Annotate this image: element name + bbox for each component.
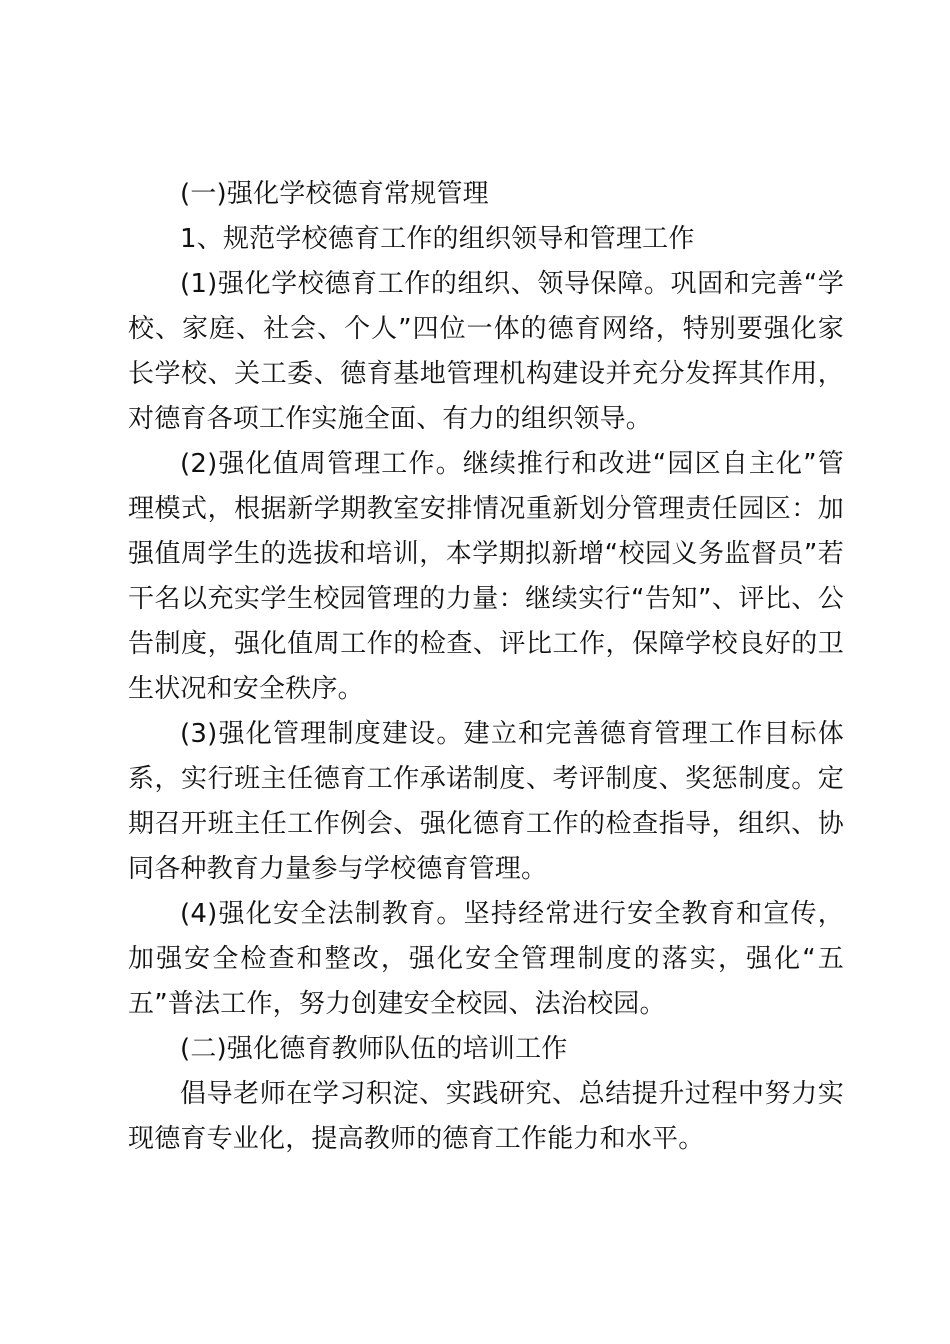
document-body: [128, 172, 844, 1162]
paragraph-safety-legal-education: (4)强化安全法制教育。坚持经常进行安全教育和宣传，加强安全检查和整改，强化安全管理制度的落实，强化“五五”普法工作，努力创建安全校园、法治校园。: [128, 899, 844, 1019]
section-heading-2: (二)强化德育教师队伍的培训工作: [180, 1034, 568, 1064]
paragraph-management-system: (3)强化管理制度建设。建立和完善德育管理工作目标体系，实行班主任德育工作承诺制度、考评制度、奖惩制度。定期召开班主任工作例会、强化德育工作的检查指导，组织、协同各种教育力量参与学校德育管理。: [128, 719, 844, 884]
subsection-heading-1: 1、规范学校德育工作的组织领导和管理工作: [180, 224, 695, 254]
paragraph-teacher-training: 倡导老师在学习积淀、实践研究、总结提升过程中努力实现德育专业化，提高教师的德育工作能力和水平。: [128, 1079, 844, 1154]
paragraph-organization-leadership: (1)强化学校德育工作的组织、领导保障。巩固和完善“学校、家庭、社会、个人”四位一体的德育网络，特别要强化家长学校、关工委、德育基地管理机构建设并充分发挥其作用，对德育各项工作实施全面、有力的组织领导。: [128, 269, 844, 434]
paragraph-duty-week-management: (2)强化值周管理工作。继续推行和改进“园区自主化”管理模式，根据新学期教室安排情况重新划分管理责任园区：加强值周学生的选拔和培训，本学期拟新增“校园义务监督员”若干名以充实学生校园管理的力量：继续实行“告知”、评比、公告制度，强化值周工作的检查、评比工作，保障学校良好的卫生状况和安全秩序。: [128, 449, 844, 704]
section-heading-1: (一)强化学校德育常规管理: [180, 179, 489, 209]
